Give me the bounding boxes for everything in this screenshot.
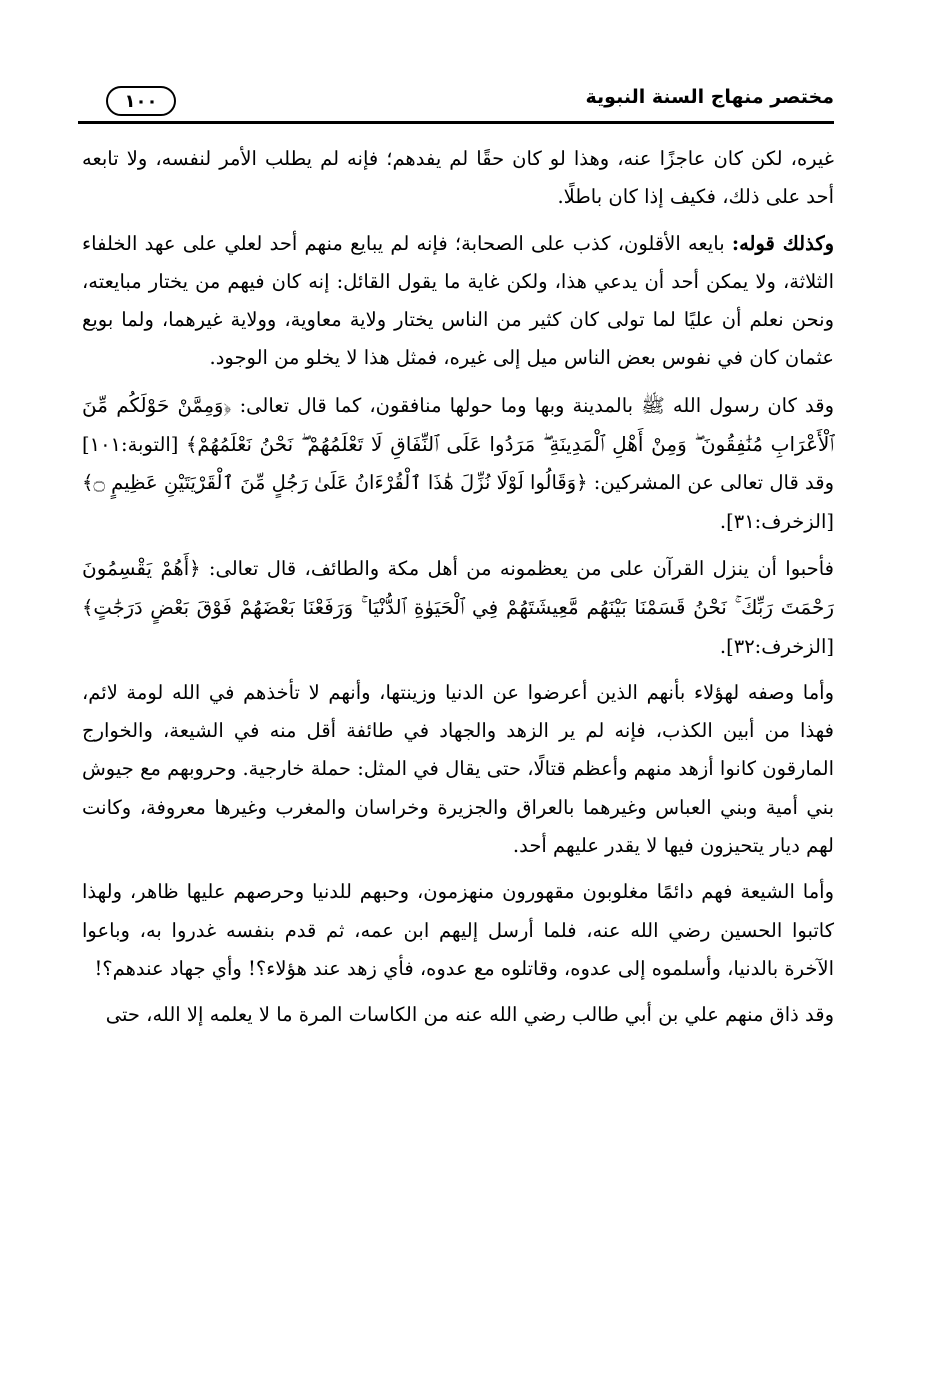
text-line: وقد ذاق منهم علي بن أبي طالب رضي الله عنه من الكاسات المرة ما لا يعلمه إلا الله، حتى xyxy=(105,1003,834,1027)
text-line: فيهم من يختار مبايعته، ونحن نعلم أن عليًا لما تولى كان كثير من الناس يختار ولاية معاوية، xyxy=(82,269,834,332)
page-header xyxy=(78,84,834,124)
text-line: بايعه الأقلون، كذب على الصحابة؛ فإنه لم يبايع منهم أحد لعلي على xyxy=(182,231,725,255)
text-line: فأحبوا أن ينزل القرآن على من يعظمونه من أهل مكة والطائف، قال تعالى: ﴿أَهُمْ xyxy=(160,556,834,580)
paragraph xyxy=(82,549,834,666)
paragraph xyxy=(82,225,834,378)
book-title: مختصر منهاج السنة النبوية xyxy=(585,86,834,108)
text-line: وأما الشيعة فهم دائمًا مغلوبون مقهورون منهزمون، وحبهم للدنيا وحرصهم عليها xyxy=(186,880,834,904)
text-line: من الوجود. xyxy=(209,346,300,370)
page-number: ١٠٠ xyxy=(106,86,176,116)
text-line: وولاية غيرهما، ولما بويع عثمان كان في نفوس بعض الناس ميل إلى غيره، فمثل هذا لا يخلو xyxy=(82,308,834,370)
text-line: والخوارج المارقون كانوا أزهد منهم وأعظم قتالًا، حتى يقال في المثل: حملة خارجية. xyxy=(82,719,835,781)
header-rule xyxy=(78,121,834,124)
text-line: وأما وصفه لهؤلاء بأنهم الذين أعرضوا عن الدنيا وزينتها، وأنهم لا تأخذهم في الله xyxy=(171,680,834,704)
page-body xyxy=(82,140,834,1035)
text-line: وغيرها معروفة، وكانت لهم ديار يتحيزون فيها لا يقدر عليهم أحد. xyxy=(82,795,834,858)
paragraph xyxy=(82,674,834,865)
text-line: نَعْلَمُهُمْ﴾ [التوبة:١٠١] وقد قال تعالى عن المشركين: ﴿وَقَالُوا لَوْلَا نُزِّلَ هَٰذَا ٱلْقُرْءَانُ عَلَىٰ xyxy=(82,433,834,495)
text-line: وباعوا الآخرة بالدنيا، وأسلموه إلى عدوه، وقاتلوه مع عدوه، فأي زهد عند هؤلاء؟! وأي xyxy=(82,918,834,980)
text-line: غيره، لكن كان عاجزًا عنه، وهذا لو كان حقًا لم يفدهم؛ فإنه لم يطلب الأمر لنفسه، ولا xyxy=(126,147,834,170)
paragraph xyxy=(82,873,834,988)
text-line: بَعْضٍ دَرَجَٰتٍ﴾ [الزخرف:٣٢]. xyxy=(82,596,834,658)
paragraph xyxy=(82,386,834,541)
text-line: وقد كان رسول الله ﷺ بالمدينة وبها وما حولها منافقون، كما قال تعالى: ﴿وَمِمَّنْ xyxy=(177,393,834,417)
paragraph xyxy=(82,140,834,217)
text-line: لومة لائم، فهذا من أبين الكذب، فإنه لم ير الزهد والجهاد في طائفة أقل منه في الشيعة، xyxy=(82,680,834,743)
text-line: وحروبهم مع جيوش بني أمية وبني العباس وغيرهما بالعراق والجزيرة وخراسان والمغرب xyxy=(82,757,834,819)
paragraph xyxy=(82,996,834,1034)
text-line: رَجُلٍ مِّنَ ٱلْقَرْيَتَيْنِ عَظِيمٍ ۝﴾ [الزخرف:٣١]. xyxy=(82,471,834,533)
text-line: جهاد عندهم؟! xyxy=(94,956,206,980)
text-line: عهد الخلفاء الثلاثة، ولا يمكن أحد أن يدعي هذا، ولكن غاية ما يقول القائل: إنه كان xyxy=(82,231,834,293)
quran-verse-line: يَقْسِمُونَ رَحْمَتَ رَبِّكَ ۚ نَحْنُ قَسَمْنَا بَيْنَهُم مَّعِيشَتَهُمْ فِي ٱلْحَيَوٰةِ ٱلدُّنْيَا ۚ وَرَفَعْنَا بَعْضَهُمْ فَوْقَ xyxy=(82,555,834,620)
quran-verse-line: حَوْلَكُم مِّنَ ٱلْأَعْرَابِ مُنَٰفِقُونَ ۖ وَمِنْ أَهْلِ ٱلْمَدِينَةِ ۖ مَرَدُوا عَلَى ٱلنِّفَاقِ لَا تَعْلَمُهُمْ ۖ نَحْنُ xyxy=(82,392,834,457)
text-line: ظاهر، ولهذا كاتبوا الحسين رضي الله عنه، فلما أرسل إليهم ابن عمه، ثم قدم بنفسه غدروا به، xyxy=(82,880,834,942)
text-line: تابعه أحد على ذلك، فكيف إذا كان باطلًا. xyxy=(82,147,834,209)
lead-phrase: وكذلك قوله: xyxy=(731,231,835,255)
